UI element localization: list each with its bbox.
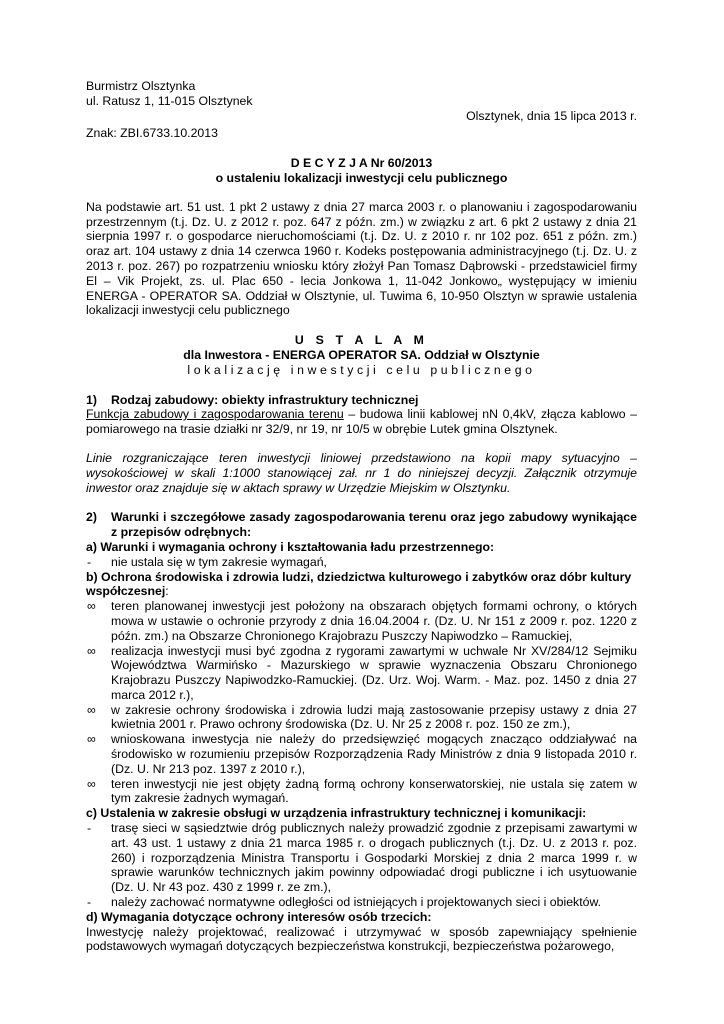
subject-line: lokalizację inwestycji celu publicznego: [187, 362, 536, 377]
list-item: - nie ustala się w tym zakresie wymagań,: [87, 554, 327, 569]
list-item: ∞ wnioskowana inwestycja nie należy do przedsięwzięć mogących znacząco oddziaływać na środowisko w rozumieniu przepisów Rozporządzenia Rady Ministrów z dnia 9 listopada 2010 r. (Dz. U. Nr 213 poz. 1397 z 2010 r.),: [87, 732, 637, 776]
function-label: Funkcja zabudowy i zagospodarowania terenu: [86, 407, 344, 422]
authority-address: ul. Ratusz 1, 11-015 Olsztynek: [86, 93, 253, 108]
decision-title: D E C Y Z J A Nr 60/2013: [290, 156, 433, 171]
section-2-heading: [86, 510, 637, 540]
dash-marker: -: [87, 895, 92, 910]
section-1-number: 1): [86, 392, 97, 407]
subsection-d-text: Inwestycję należy projektować, realizować i utrzymywać w sposób zapewniający spełnienie podstawowych wymagań dotyczących bezpieczeństwa konstrukcji, bezpieczeństwa pożarowego,: [86, 924, 637, 954]
investor-line: dla Inwestora - ENERGA OPERATOR SA. Oddział w Olsztynie: [183, 347, 540, 362]
infinity-marker: ∞: [87, 643, 96, 658]
function-text: – budowa linii kablowej nN 0,4kV, złącza kablowo – pomiarowego na trasie działki nr 32/9, nr 19, nr 10/5 w obrębie Lutek gmina Olsztynek.: [86, 407, 637, 437]
list-item: - należy zachować normatywne odległości od istniejących i projektowanych sieci i obiektów.: [87, 895, 602, 910]
infinity-marker: ∞: [87, 732, 96, 747]
authority-name: Burmistrz Olsztynka: [86, 79, 196, 93]
section-2-title: Warunki i szczegółowe zasady zagospodarowania terenu oraz jego zabudowy wynikające z przepisów odrębnych:: [111, 510, 637, 540]
decision-document: [86, 79, 637, 954]
decision-subtitle: o ustaleniu lokalizacji inwestycji celu publicznego: [215, 170, 508, 185]
list-item: ∞ teren inwestycji nie jest objęty żadną formą ochrony konserwatorskiej, nie ustala się zatem w tym zakresie żadnych wymagań.: [87, 776, 637, 806]
section-2-number: 2): [86, 510, 97, 525]
map-note: Linie rozgraniczające teren inwestycji liniowej przedstawiono na kopii mapy sytuacyjno – wysokościowej w skali 1:1000 stanowiącej zał. nr 1 do niniejszej decyzji. Załącznik otrzymuje inwestor oraz znajduje się w aktach sprawy w Urzędzie Miejskim w Olsztynku.: [86, 450, 637, 495]
section-1-title: Rodzaj zabudowy: obiekty infrastruktury technicznej: [111, 392, 419, 407]
dash-marker: -: [87, 821, 92, 836]
function-paragraph: [86, 407, 637, 437]
list-item: ∞ realizacja inwestycji musi być zgodna z rygorami zawartymi w uchwale Nr XV/284/12 Sejmiku Województwa Warmińsko - Mazurskiego w sprawie wyznaczenia Obszaru Chronionego Krajobrazu Puszczy Napiwodzko-Ramuckiej. (Dz. Urz. Woj. Warm. - Maz. poz. 1450 z dnia 27 marca 2012 r.),: [87, 643, 637, 702]
reference-number: Znak: ZBI.6733.10.2013: [86, 126, 218, 141]
infinity-marker: ∞: [87, 599, 96, 614]
list-item: ∞ w zakresie ochrony środowiska i zdrowia ludzi mają zastosowanie przepisy ustawy z dnia 27 kwietnia 2001 r. Prawo ochrony środowiska (Dz. U. Nr 25 z 2008 r. poz. 150 ze zm.),: [87, 702, 637, 732]
list-item: ∞ teren planowanej inwestycji jest położony na obszarach objętych formami ochrony, o których mowa w ustawie o ochronie przyrody z dnia 16.04.2004 r. (Dz. U. Nr 151 z 2009 r. poz. 1220 z późn. zm.) na Obszarze Chronionego Krajobrazu Puszczy Napiwodzko – Ramuckiej,: [87, 599, 637, 643]
subsection-c-heading: c) Ustalenia w zakresie obsługi w urządzenia infrastruktury technicznej i komunikacji:: [86, 806, 587, 821]
infinity-marker: ∞: [87, 702, 96, 717]
section-1-heading: [86, 393, 637, 408]
subsection-a-heading: a) Warunki i wymagania ochrony i kształtowania ładu przestrzennego:: [86, 539, 495, 554]
list-item: - trasę sieci w sąsiedztwie dróg publicznych należy prowadzić zgodnie z przepisami zawartymi w art. 43 ust. 1 ustawy z dnia 21 marca 1985 r. o drogach publicznych (t.j. Dz. U. z 2013 r. poz. 260) i rozporządzenia Ministra Transportu i Gospodarki Morskiej z dnia 2 marca 1999 r. w sprawie warunków technicznych jakim powinny odpowiadać drogi publiczne i ich usytuowanie (Dz. U. Nr 43 poz. 430 z 1999 r. ze zm.),: [87, 821, 637, 895]
dash-marker: -: [87, 554, 92, 569]
subsection-d-heading: d) Wymagania dotyczące ochrony interesów osób trzecich:: [86, 909, 432, 924]
place-date: Olsztynek, dnia 15 lipca 2013 r.: [466, 108, 637, 123]
infinity-marker: ∞: [87, 776, 96, 791]
intro-paragraph: Na podstawie art. 51 ust. 1 pkt 2 ustawy z dnia 27 marca 2003 r. o planowaniu i zagospodarowaniu przestrzennym (t.j. Dz. U. z 2012 r. poz. 647 z późn. zm.) w związku z art. 6 pkt 2 ustawy z dnia 21 sierpnia 1997 r. o gospodarce nieruchomościami (t.j. Dz. U. z 2010 r. nr 102 poz. 651 z późn. zm.) oraz art. 104 ustawy z dnia 14 czerwca 1960 r. Kodeks postępowania administracyjnego (t.j. Dz. U. z 2013 r. poz. 267) po rozpatrzeniu wniosku który złożył Pan Tomasz Dąbrowski - przedstawiciel firmy El – Vik Projekt, zs. ul. Plac 650 - lecia Jonkowa 1, 11-042 Jonkowo„ występujący w imieniu ENERGA - OPERATOR SA. Oddział w Olsztynie, ul. Tuwima 6, 10-950 Olsztyn w sprawie ustalenia lokalizacji inwestycji celu publicznego: [86, 199, 637, 318]
subsection-b-heading: b) Ochrona środowiska i zdrowia ludzi, dziedzictwa kulturowego i zabytków oraz dóbr kultury współczesnej:: [86, 569, 632, 599]
ustalam-heading: U S T A L A M: [294, 333, 429, 348]
